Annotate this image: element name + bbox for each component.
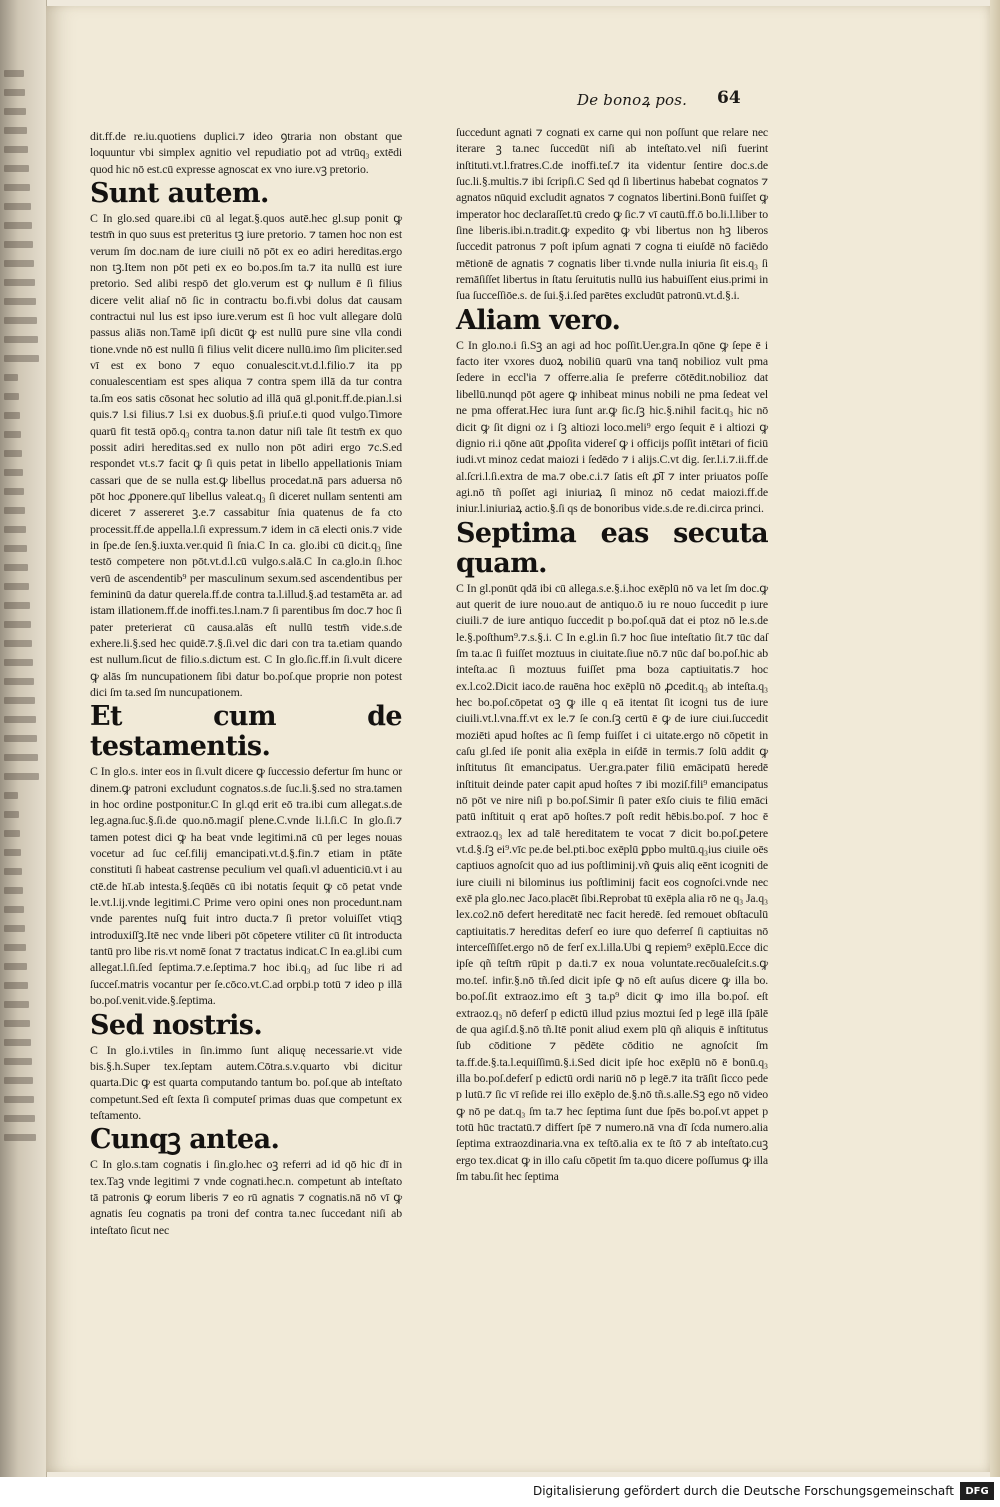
facing-page-text-ghost bbox=[4, 488, 24, 495]
commentary-block bbox=[90, 179, 402, 700]
facing-page-text-ghost bbox=[4, 564, 28, 571]
commentary-text: C In glo.i.vtiles in ſin.immo ſunt aliquę necessarie.vt vide bis.§.h.Super tex.ſeptam autem.Cōtra.s.v.quarto vbi dicitur quarta.Dic ꝙ est quarta computando tantum bo. poſ.que ab inteſtato competunt.Sed eſt ſexta ſi computeſ primas duas que competunt ex teſtamento. bbox=[90, 1042, 402, 1122]
facing-page-text-ghost bbox=[4, 1096, 34, 1103]
facing-page-edge bbox=[0, 0, 47, 1477]
commentary-text: C In glo.s.tam cognatis i ſin.glo.hec oꝫ referri ad id qō hic dī in tex.Taꝫ vnde legitimi ⁊ vnde cognati.hec.n. competunt ab inteſtato tā patronis ꝙ eorum liberis ⁊ eo rū agnatis ⁊ cognatis.nā nō vī ꝙ agnatis ſeu cognatis pa troni def contra ta.nec ſuccedant niſi ab inteſtato ſicut nec bbox=[90, 1157, 402, 1237]
facing-page-text-ghost bbox=[4, 1115, 35, 1122]
lemma-heading: Sed nostris. bbox=[90, 1009, 263, 1041]
facing-page-text-ghost bbox=[4, 1077, 33, 1084]
facing-page-text-ghost bbox=[4, 906, 24, 913]
running-head: De bonoꝝ pos. bbox=[577, 91, 688, 109]
facing-page-text-ghost bbox=[4, 868, 22, 875]
commentary-block bbox=[456, 306, 768, 517]
facing-page-text-ghost bbox=[4, 640, 32, 647]
facing-page-text-ghost bbox=[4, 393, 19, 400]
facing-page-text-ghost bbox=[4, 621, 31, 628]
lemma-heading: Aliam vero. bbox=[456, 304, 621, 336]
facing-page-text-ghost bbox=[4, 450, 22, 457]
facing-page-text-ghost bbox=[4, 583, 29, 590]
commentary-block bbox=[456, 124, 768, 304]
lemma-heading: Cunqꝫ antea. bbox=[90, 1124, 280, 1156]
facing-page-text-ghost bbox=[4, 374, 18, 381]
lemma-heading: Septima eas secuta quam. bbox=[456, 517, 768, 579]
facing-page-text-ghost bbox=[4, 203, 31, 210]
facing-page-text-ghost bbox=[4, 127, 27, 134]
facing-page-text-ghost bbox=[4, 602, 30, 609]
facing-page-text-ghost bbox=[4, 773, 39, 780]
facing-page-text-ghost bbox=[4, 526, 26, 533]
digitization-footer bbox=[0, 1477, 1000, 1507]
facing-page-text-ghost bbox=[4, 830, 20, 837]
facing-page-text-ghost bbox=[4, 241, 33, 248]
commentary-block bbox=[456, 519, 768, 1185]
facing-page-text-ghost bbox=[4, 222, 32, 229]
left-column bbox=[90, 128, 402, 1238]
facing-page-text-ghost bbox=[4, 849, 21, 856]
facing-page-text-ghost bbox=[4, 545, 27, 552]
commentary-text: ſuccedunt agnati ⁊ cognati ex carne qui non poſſunt que relare nec iterare ꝫ ta.nec ſuccedūt niſi ab inteſtato.vel niſi fuerint inſtituti.vt.l.fratres.C.de inoffi.teſ.⁊ ita videntur ſentire doc.s.de ſuc.li.§.multis.⁊ ibi ſcripſi.C Sed qd ſi libertinus habebat cognatos ⁊ agnatos nūquid excludit agnatos ⁊ cognatos libertini.Bonū fuiſſet ꝙ imperator hoc declaraſſet.tū credo ꝙ ſic.⁊ vī cautū.ff.ō bo.li.l.liber to ſine liberis.ibi.n.tradit.ꝙ expedito ꝙ vbi libertus non hꝫ liberos ſuccedit patronus ⁊ poſt ipſum agnati ⁊ cogna ti eiuſdē nō faciēdo mētionē de agnatis ⁊ cognatis liber ti.vnde nulla iniuria ſit eis.q₃ ſi remāſiſſet libertus in ſtatu ſeruitutis nullū ius habuiſſent eius.primi in ſua ſucceſſiōe.s. de ſui.§.i.ſed parētes excludūt patronū.vt.d.§.i. bbox=[456, 125, 768, 303]
facing-page-text-ghost bbox=[4, 184, 30, 191]
commentary-text: C In gl.ponūt qdā ibi cū allega.s.e.§.i.hoc exēplū nō va let ſm doc.ꝙ aut querit de iure nouo.aut de antiquo.ō iu re nouo ſuccedit p iure ciuili.⁊ de iure antiquo ſuccedit p bo.poſ.quā dat ei ptoz nō le.s.de le.§.poſthum⁹.⁊.s.§.i. C In e.gl.in ſi.⁊ hoc ſiue inteſtatio ſit.⁊ tūc daſ ſm ta.ac ſi fuiſſet moztuus in ciuitate.ſiue nō.⁊ nūc daſ bo.poſ.hic ab inteſta.ac ſi moztuus fuiſſet pma boza captiuitatis.⁊ hoc ex.l.co2.Dicit iaco.de rauēna hoc exēplū nō ꝓcedit.q₃ ab inteſta.q₃ hec bo.poſ.cōpetat oꝫ ꝙ ille q eā itentat ſit icogni tus de iure ciuili.vt.l.vna.ff.vt ex le.⁊ ſe con.ſꝫ certū ē ꝙ de iure ciui.ſuccedit moziēti apud hoſtes ac ſi ſemp fuiſſet i ci uitate.ergo nō cōpetit in caſu gl.ſed iſe ponit alia exēpla in eiſdē in termis.⁊ ſolū addit ꝙ inſtitutus ſit emancipatus. Uer.gra.pater filiū emācipatū heredē inſtituit deinde pater capit apud hoſtes ⁊ ibi moziſ.fili⁹ emancipatus nō pōt ve nire niſi p bo.poſ.Simir ſi pater ex̄ſo ciuis te filiū emāci patū inſtituit q erat apō hoſtes.⁊ poſt redit hēbis.bo.poſ. ⁊ hoc ē extraoz.q₃ lex ad talē hereditatem te vocat ⁊ dicit bo.poſ.ꝑetere vt.d.§.ſꝫ ei⁹.vīc pe.de bel.pti.boc exēplū ꝑpbo multū.q₃ius ciuile oēs captiuos agnoſcit quo ad ius poſtliminij.vñ ꝙuis aliq eēnt icogniti de iure ciuili ni bilominus ius poſtliminij facit eos cognoſci.vnde nec exē pla glo.nec Jaco.placēt ſibi.Reprobat tū exēpla alia rō ne q₃ Ja.q₃ lex.co2.nō defert hereditatē nec facit heredē. ſed remouet obſtaculū captiuitatis.⁊ hereditas deferſ eo iure quo deferreſ ſi captiuitas nō interceſſiſſet.ergo nō de ferſ ex.l.illa.Ubi ꝗ repiem⁹ exēplū.Ecce dic ipſe qñ teſtm̄ rūpit p da.ti.⁊ ex noua voluntate.recōualeſcit.s.ꝙ mo.teſ. infir.§.nō tñ.ſed dicit ipſe ꝙ nō eſt auſus dicere ꝙ illa bo. bo.poſ.ſit extraoz.imo eſt ꝫ ta.p⁹ dicit ꝙ imo illa bo.poſ. eſt extraoz.q₃ nō deferſ p edictū illud pzius moztui ſed p legē illā ſpālē de qua agiſ.d.§.nō tñ.Itē ponit aliud exem plū qñ aliquis ē inſtitutus ſub cōditione ⁊ pēdēte cōditio ne agnoſcit ſm ta.ff.de.§.ta.l.equiſſimū.§.i.Sed dicit ipſe hoc exēplū nō ē bonū.q₃ illa bo.poſ.deferſ p edictū ordi nariū nō p legē.⁊ ita trāſit ſicco pede p lutū.⁊ ſic vī reſide rei illo exēplo de.§.nō tñ.s.alle.Sꝫ ego nō video ꝙ nō pe dat.q₃ ſm ta.⁊ hec ſeptima ſunt due ſpēs bo.poſ.vt appet p totū hūc tractatū.⁊ differt ſpē ⁊ numero.nā vna dī ſcda numero.alia ſeptima extraozdinaria.vna ex teſtō.alia ex te ſtō ⁊ ab inteſtato.cuꝫ ergo tex.dicat ꝙ in illo caſu cōpetit ſm ta.quo dicere poſſumus ꝙ illa ſm tabu.ſit hec ſeptima bbox=[456, 580, 768, 1183]
facing-page-text-ghost bbox=[4, 944, 26, 951]
facing-page-text-ghost bbox=[4, 431, 21, 438]
facing-page-text-ghost bbox=[4, 697, 35, 704]
facing-page-text-ghost bbox=[4, 1020, 30, 1027]
facing-page-text-ghost bbox=[4, 792, 18, 799]
right-column bbox=[456, 124, 768, 1184]
facing-page-text-ghost bbox=[4, 279, 35, 286]
commentary-text: C In glo.no.i ſi.Sꝫ an agi ad hoc poſſit.Uer.gra.In qōne ꝙ ſepe ē i facto iter vxores duoꝝ nobiliū quarū vna tanq̄ nobilioz vult pma ſedere in eccl'ia ⁊ offerre.alia ſe preferre cōtēdit.nobilioz dat libellū.nunqd pōt agere ꝙ inhibeat minus nobili ne pma ſedeat vel ne pma offerat.Hec iura ſunt ar.ꝙ ſic.ſꝫ hic.§.nihil facit.q₃ hic nō dicit ꝙ ſit digni oz i ſꝫ altiozi loco.meli⁹ ergo ſequit ē i altiozi ꝙ dignio ri.i qōne aūt ꝓpoſita videreſ ꝙ i officijs poſſit intētari of ficiū iudi.vt minoz cedat maiozi i ſedēdo ⁊ i alijs.C.vt dig. ſer.l.i.⁊.ii.ff.de al.ſcri.l.ſi.extra de ma.⁊ obe.c.i.⁊ ſatis eſt ꝓ̄ſ ⁊ inter priuatos poſſe agi.nō tñ poſſet agi iniuriaꝝ ſi minoz nō cedat maiozi.ff.de iniur.l.iniuriaꝝ actio.§.ſi qs de bonoribus vide.s.de re.di.circa princi. bbox=[456, 337, 768, 516]
page-edge bbox=[990, 0, 1000, 1477]
facing-page-text-ghost bbox=[4, 317, 37, 324]
facing-page-text-ghost bbox=[4, 336, 38, 343]
facing-page-text-ghost bbox=[4, 1058, 32, 1065]
facing-page-text-ghost bbox=[4, 165, 29, 172]
facing-page-text-ghost bbox=[4, 260, 34, 267]
commentary-text: C In glo.sed quare.ibi cū al legat.§.quos autē.hec gl.sup ponit ꝙ testm̄ in quo suus est preteritus tꝫ iure pretorio. ⁊ tamen hoc non est verum ſm doc.nam de iure ciuili nō pōt ex eo adiri hereditas.ergo non tꝫ.Item non pōt peti ex eo bo.pos.ſm ta.⁊ ita nullū est iure pretorio. Sed alibi respō det glo.verum est ꝙ nullum ē ſi filius dicere velit aliaſ nō ſic in contractu bo.fi.vbi dolus dat causam contractui nul lus est ipso iure.verum est ſi hoc vult allegare dolū passus aliās non.Tamē ipſi dicūt ꝙ est nullū pure sine vlla condi tione.vnde nō est nullū ſi filius velit dicere nullū.imo ſim pliciter.sed vī est ex bono ⁊ equo conualescit.vt.d.l.filio.⁊ ita pp conualescentiam est spes aliqua ⁊ contra spem illā da tur contra ta.ſm eos satis cōsonat hec solutio ad illā quā gl.ponit.ff.de.pian.l.si quis.⁊ l.si filius.⁊ l.si ex duobus.§.ſi priuſ.e.ti quod vulgo.Timore quarū fit testā opō.q₃ contra ta.non datur niſi tale ſit testm̄ ex quo possit adiri hereditas.sed ex nullo non pōt adiri ergo ⁊c.S.ed respondet vt.s.⁊ facit ꝙ ſi quis petat in libello appellationis īniam cassari que de se nulla est.ꝙ libellus procedat.nā pars aduersa nō pōt hoc ꝓponere.quī libellus valeat.q₃ ſi diceret nullam sententi am diceret ⁊ assereret ꝫ.e.⁊ cassabitur ſnia quatenus de fa cto processit.ff.de appella.l.ſi expressum.⁊ idem in cā electi onis.⁊ vide in ſpe.de ſen.§.iuxta.ver.quid ſi ſnia.C In ca. glo.ibi cū dicit.q₃ ſine testō competere non pōt.vt.d.l.cū vulgo.s.alā.C In ca.glo.in ſi.hoc verū de ascendentib⁹ per masculinum sexum.sed ascendentibus per femininū da datur querela.ff.de contra ta.l.illud.§.ad testamēta ar. ad istam illationem.ff.de inoffi.tes.l.nam.⁊ ſi parentibus ſm doc.⁊ hoc ſi pater preterierat cū causa.alās eſt nullū testm̄ vide.s.de exhere.li.§.sed hec quidē.⁊.§.ſi.vel dic dari con tra ta.etiam quando est nullum.ſicut de filio.s.dictum est. C In glo.ſic.ff.in ſi.vult dicere ꝙ alās ſm nuncupationem ſibi datur bo.poſ.que proprie non potest dici ſm ta.sed ſm nuncupationem. bbox=[90, 211, 402, 699]
lemma-heading: Sunt autem. bbox=[90, 178, 269, 210]
facing-page-text-ghost bbox=[4, 678, 34, 685]
facing-page-text-ghost bbox=[4, 469, 23, 476]
facing-page-text-ghost bbox=[4, 735, 37, 742]
facing-page-text-ghost bbox=[4, 811, 19, 818]
facing-page-text-ghost bbox=[4, 754, 38, 761]
facing-page-text-ghost bbox=[4, 659, 33, 666]
facing-page-text-ghost bbox=[4, 716, 36, 723]
commentary-block bbox=[90, 128, 402, 177]
dfg-logo: DFG bbox=[960, 1482, 994, 1500]
facing-page-text-ghost bbox=[4, 1134, 36, 1141]
funding-notice: Digitalisierung gefördert durch die Deutsche Forschungsgemeinschaft bbox=[532, 1484, 954, 1498]
facing-page-text-ghost bbox=[4, 507, 25, 514]
facing-page-text-ghost bbox=[4, 925, 25, 932]
facing-page-text-ghost bbox=[4, 70, 24, 77]
facing-page-text-ghost bbox=[4, 1001, 29, 1008]
facing-page-text-ghost bbox=[4, 982, 28, 989]
facing-page-text-ghost bbox=[4, 146, 28, 153]
folio-number: 64 bbox=[717, 88, 741, 108]
lemma-heading: Et cum de testamentis. bbox=[90, 701, 402, 763]
facing-page-text-ghost bbox=[4, 887, 23, 894]
commentary-block bbox=[90, 1011, 402, 1124]
facing-page-text-ghost bbox=[4, 355, 39, 362]
page-header bbox=[0, 90, 1000, 120]
commentary-block bbox=[90, 1125, 402, 1238]
facing-page-text-ghost bbox=[4, 412, 20, 419]
facing-page-text-ghost bbox=[4, 1039, 31, 1046]
facing-page-text-ghost bbox=[4, 298, 36, 305]
commentary-text: dit.ff.de re.iu.quotiens duplici.⁊ ideo ꝯtraria non obstant que loquuntur vbi simplex agnitio vel repudiatio pot ad vtrūq₃ extēdi quod hic nō est.cū expresse agnoscat ex vno iure.vꝫ pretorio. bbox=[90, 129, 402, 176]
commentary-block bbox=[90, 702, 402, 1008]
facing-page-text-ghost bbox=[4, 963, 27, 970]
commentary-text: C In glo.s. inter eos in ſi.vult dicere ꝙ ſuccessio defertur ſm hunc or dinem.ꝙ patroni excludunt cognatos.s.de ſuc.li.§.sed no stra.tamen in hoc ordine postponitur.C In gl.qd erit eō tra.ibi cum allegat.s.de leg.agna.ſuc.§.ſi.de quo.nō.magiſ plene.C.vnde li.l.ſi.C In glo.ſi.⁊ tamen potest dici ꝙ ha beat vnde legitimi.nā cū per leges nouas vocetur ad ſuc ceſ.filij emancipati.vt.d.§.fin.⁊ etiam in ptāte constituti ſi habeat castrense peculium vel quaſi.vl aduenticiū.vt i au ctē.de hī.ab intesta.§.ſeqūēs cū ibi notatis ſequit ꝙ cō petat vnde le.vt.l.ij.vnde legitimi.C Prime vero opini ones non procedunt.nam vnde parentes nuſꝗ fuit intro ducta.⁊ ſi pretor voluiſſet vtiqꝫ introduxiſſꝫ.Itē nec vnde liberi pōt cōpetere vtiliter cū ſit introducta tantū pro libe ris.vt nomē ſonat ⁊ tractatus indicat.C In ea.gl.ibi cum allegat.l.ſi.ſed ſeptima.⁊.e.ſeptima.⁊ hoc ibi.q₃ ad ſuc libe ri ad ſucceſ.matris vocantur per ſe.cōco.vt.C.ad orpbi.p totū ⁊ ideo p illā bo.poſ.venit.vide.§.ſeptima. bbox=[90, 764, 402, 1008]
